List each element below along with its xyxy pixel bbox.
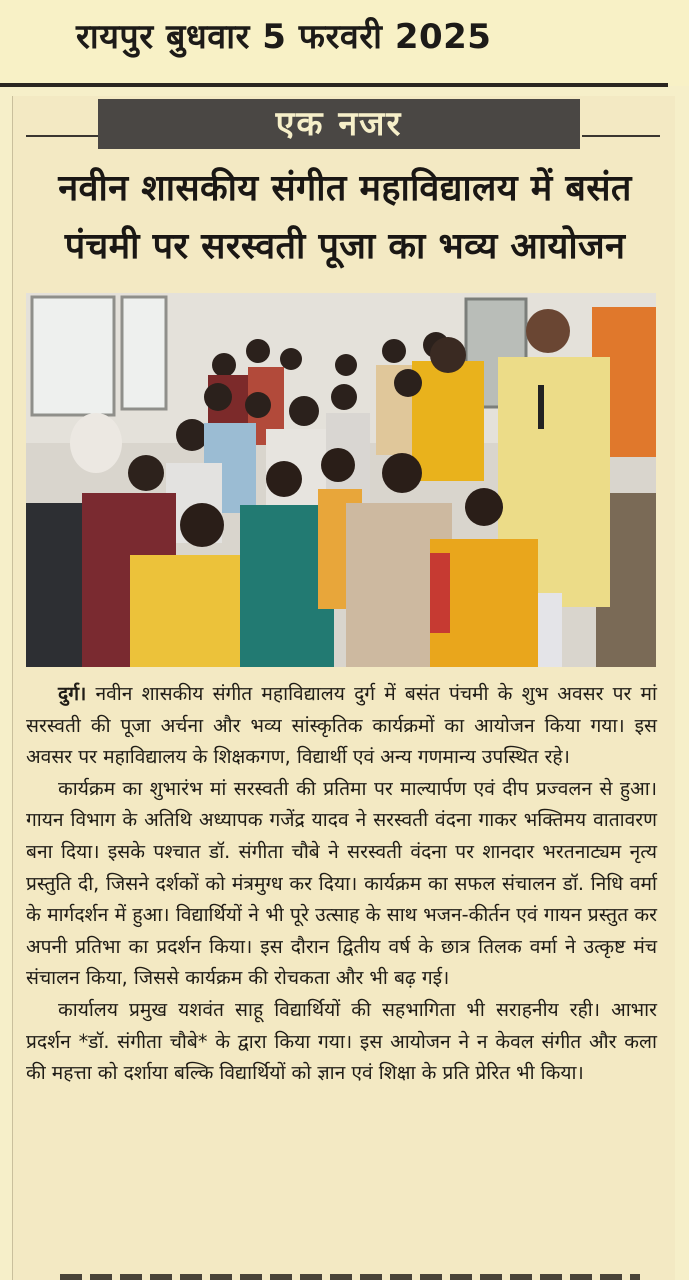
headline-line-2: पंचमी पर सरस्वती पूजा का भव्य आयोजन (64, 226, 626, 267)
article-dateline-place: दुर्ग। (58, 682, 87, 705)
article-paragraph: कार्यालय प्रमुख यशवंत साहू विद्यार्थियों की सहभागिता भी सराहनीय रही। आभार प्रदर्शन *डॉ. संगीता चौबे* के द्वारा किया गया। इस आयोजन ने न केवल संगीत और कला की महत्ता को दर्शाया बल्कि विद्यार्थियों को ज्ञान एवं शिक्षा के प्रति प्रेरित भी किया। (26, 997, 657, 1085)
article-paragraph (26, 678, 657, 773)
masthead-rule (0, 83, 668, 87)
article-paragraph-1-text: नवीन शासकीय संगीत महाविद्यालय दुर्ग में बसंत पंचमी के शुभ अवसर पर मां सरस्वती की पूजा अर्चना और भव्य सांस्कृतिक कार्यक्रमों का आयोजन किया गया। इस अवसर पर महाविद्यालय के शिक्षकगण, विद्यार्थी एवं अन्य गणमान्य उपस्थित रहे। (26, 682, 657, 769)
section-rule-left (26, 135, 98, 137)
group-photo-icon (26, 293, 656, 667)
masthead-dateline: रायपुर बुधवार 5 फरवरी 2025 (76, 17, 492, 57)
masthead (0, 0, 689, 86)
section-rule-right (582, 135, 660, 137)
next-article-cutoff (60, 1266, 640, 1280)
section-tag: एक नजर (98, 99, 580, 149)
headline-line-1: नवीन शासकीय संगीत महाविद्यालय में बसंत (58, 168, 632, 209)
article-photo (26, 293, 656, 667)
article-paragraph: कार्यक्रम का शुभारंभ मां सरस्वती की प्रतिमा पर माल्यार्पण एवं दीप प्रज्वलन से हुआ। गायन विभाग के अतिथि अध्यापक गजेंद्र यादव ने सरस्वती वंदना गाकर भक्तिमय वातावरण बना दिया। इसके पश्चात डॉ. संगीता चौबे ने सरस्वती वंदना पर शानदार भरतनाट्यम नृत्य प्रस्तुति दी, जिसने दर्शकों को मंत्रमुग्ध कर दिया। कार्यक्रम का सफल संचालन डॉ. निधि वर्मा के मार्गदर्शन में हुआ। विद्यार्थियों ने भी पूरे उत्साह के साथ भजन-कीर्तन एवं गायन प्रस्तुत कर अपनी प्रतिभा का प्रदर्शन किया। इस दौरान द्वितीय वर्ष के छात्र तिलक वर्मा ने उत्कृष्ट मंच संचालन किया, जिससे कार्यक्रम की रोचकता और भी बढ़ गई। (26, 776, 657, 990)
article-headline (22, 160, 668, 276)
article-body (26, 678, 657, 1089)
